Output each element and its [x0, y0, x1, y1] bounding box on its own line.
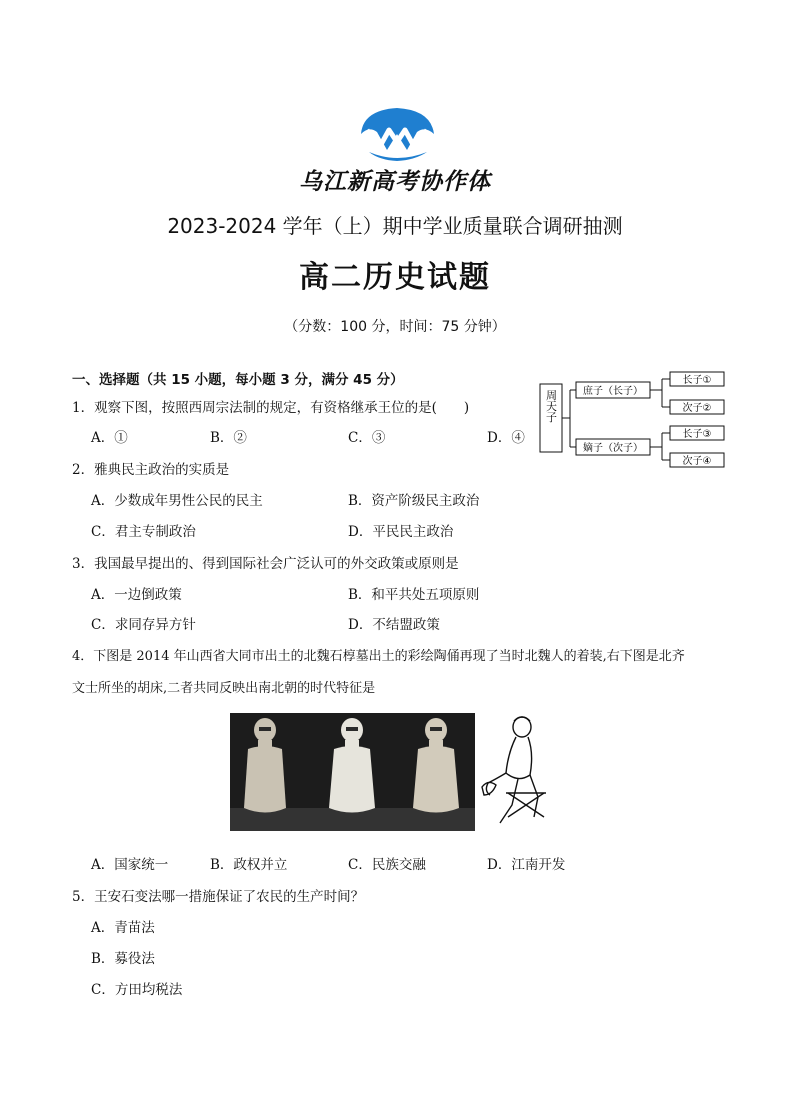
diagram-leaf-1: 长子①	[682, 375, 712, 386]
question-3-stem: 3．我国最早提出的、得到国际社会广泛认可的外交政策或原则是	[72, 556, 459, 572]
q4-option-d: D．江南开发	[487, 857, 566, 873]
exam-meta: （分数：100 分，时间：75 分钟）	[284, 319, 506, 335]
diagram-leaf-4: 次子④	[682, 456, 712, 467]
section-heading: 一、选择题（共 15 小题，每小题 3 分，满分 45 分）	[72, 372, 404, 388]
diagram-leaf-2: 次子②	[682, 403, 712, 414]
q3-option-c: C．求同存异方针	[91, 617, 196, 633]
q1-option-c: C．③	[348, 430, 386, 446]
wave-w-logo-icon	[355, 104, 440, 162]
scholar-sketch	[478, 713, 553, 831]
q2-option-d: D．平民民主政治	[348, 524, 454, 540]
q3-option-b: B．和平共处五项原则	[348, 587, 480, 603]
q4-option-b: B．政权并立	[210, 857, 288, 873]
q2-option-c: C．君主专制政治	[91, 524, 196, 540]
paper-title: 高二历史试题	[299, 260, 491, 295]
diagram-branch-2: 嫡子（次子）	[583, 443, 643, 454]
q2-option-a: A．少数成年男性公民的民主	[91, 493, 263, 509]
figurines-photo	[230, 713, 475, 831]
question-5-stem: 5．王安石变法哪一措施保证了农民的生产时间？	[72, 889, 365, 905]
q4-option-c: C．民族交融	[348, 857, 426, 873]
diagram-root: 周天子	[544, 389, 558, 423]
question-4-stem-line1: 4．下图是 2014 年山西省大同市出土的北魏石椁墓出土的彩绘陶俑再现了当时北魏人的着装,右下图是北齐	[72, 649, 685, 664]
q1-option-a: A．①	[91, 430, 128, 446]
q4-option-a: A．国家统一	[91, 857, 169, 873]
question-1-stem: 1．观察下图，按照西周宗法制的规定，有资格继承王位的是( )	[72, 400, 470, 416]
exam-title: 2023-2024 学年（上）期中学业质量联合调研抽测	[167, 214, 623, 238]
q3-option-d: D．不结盟政策	[348, 617, 440, 633]
q1-option-b: B．②	[210, 430, 247, 446]
diagram-leaf-3: 长子③	[682, 429, 712, 440]
logo-text: 乌江新高考协作体	[299, 169, 491, 195]
q5-option-a: A．青苗法	[91, 920, 155, 936]
diagram-branch-1: 庶子（长子）	[583, 386, 643, 397]
lineage-diagram	[538, 370, 728, 470]
question-2-stem: 2．雅典民主政治的实质是	[72, 462, 230, 478]
q2-option-b: B．资产阶级民主政治	[348, 493, 480, 509]
q5-option-c: C．方田均税法	[91, 982, 183, 998]
q5-option-b: B．募役法	[91, 951, 155, 967]
q1-option-d: D．④	[487, 430, 525, 446]
question-4-stem-line2: 文士所坐的胡床,二者共同反映出南北朝的时代特征是	[72, 681, 376, 696]
q3-option-a: A．一边倒政策	[91, 587, 182, 603]
